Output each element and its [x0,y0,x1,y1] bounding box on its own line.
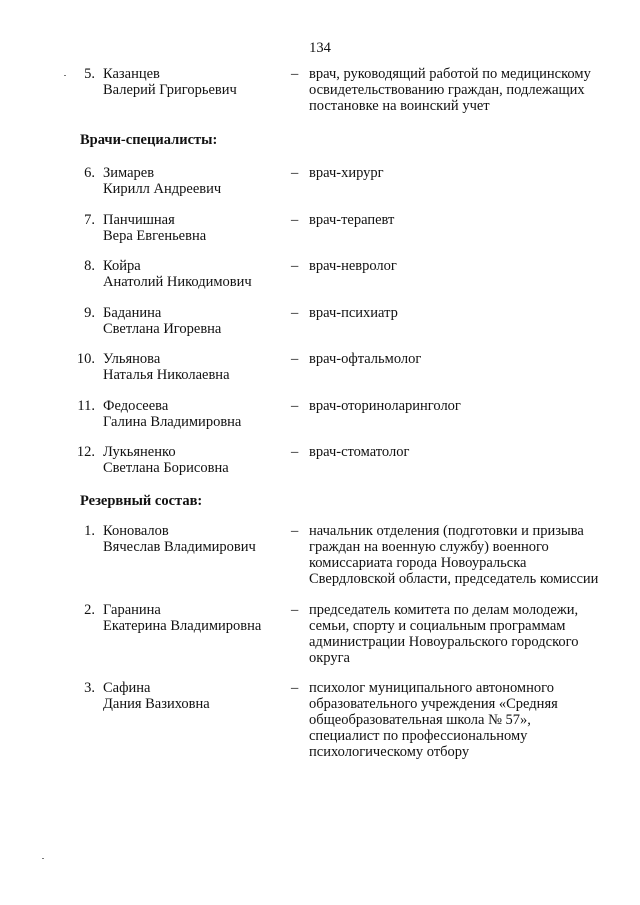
position [309,258,614,274]
scan-speck [64,75,66,76]
surname: Зимарев [103,165,155,181]
position-line: специалист по профессиональному [309,728,528,744]
position [309,444,614,460]
given-names: Светлана Игоревна [103,321,222,337]
entry-number: 2. [84,602,95,618]
person-name [103,398,283,430]
position-line: администрации Новоуральского городского [309,634,579,650]
dash: – [291,444,299,460]
position-line: врач-невролог [309,258,397,274]
person-name [103,258,283,290]
person-name [103,165,283,197]
person-name [103,351,283,383]
surname: Баданина [103,305,162,321]
entry-number: 6. [84,165,95,181]
given-names: Екатерина Владимировна [103,618,262,634]
surname: Гаранина [103,602,161,618]
given-names: Светлана Борисовна [103,460,229,476]
dash: – [291,165,299,181]
position [309,351,614,367]
entry-number: 10. [76,351,95,367]
position-line: начальник отделения (подготовки и призыва [309,523,584,539]
dash: – [291,523,299,539]
position [309,305,614,321]
given-names: Галина Владимировна [103,414,242,430]
position-line: врач-терапевт [309,212,395,228]
position [309,602,614,666]
person-name [103,444,283,476]
surname: Ульянова [103,351,161,367]
position-line: врач-оториноларинголог [309,398,461,414]
position [309,212,614,228]
position-line: психологическому отбору [309,744,470,760]
surname: Лукьяненко [103,444,176,460]
surname: Сафина [103,680,151,696]
surname: Коновалов [103,523,169,539]
dash: – [291,66,299,82]
entry-number: 1. [84,523,95,539]
entry-number: 7. [84,212,95,228]
surname: Койра [103,258,141,274]
position-line: врач-психиатр [309,305,398,321]
given-names: Дания Вазиховна [103,696,210,712]
person-name [103,680,283,712]
person-name [103,212,283,244]
person-name [103,305,283,337]
position [309,398,614,414]
entry-number: 8. [84,258,95,274]
given-names: Вячеслав Владимирович [103,539,256,555]
given-names: Кирилл Андреевич [103,181,222,197]
position-line: общеобразовательная школа № 57», [309,712,531,728]
position-line: врач-офтальмолог [309,351,422,367]
surname: Панчишная [103,212,175,228]
dash: – [291,305,299,321]
entry-number: 3. [84,680,95,696]
position-line: округа [309,650,350,666]
dash: – [291,602,299,618]
position-line: врач-стоматолог [309,444,410,460]
dash: – [291,351,299,367]
person-name [103,523,283,555]
section-heading-reserve: Резервный состав: [80,493,203,509]
dash: – [291,258,299,274]
surname: Федосеева [103,398,169,414]
entry-number: 5. [84,66,95,82]
dash: – [291,680,299,696]
position-line: врач-хирург [309,165,384,181]
dash: – [291,398,299,414]
page-number: 134 [309,40,331,56]
dash: – [291,212,299,228]
position-line: Свердловской области, председатель комиссии [309,571,599,587]
given-names: Наталья Николаевна [103,367,230,383]
entry-number: 11. [77,398,95,414]
given-names: Вера Евгеньевна [103,228,207,244]
person-name [103,66,283,98]
position [309,680,614,760]
position-line: граждан на военную службу) военного [309,539,549,555]
entry-number: 12. [76,444,95,460]
position-line: психолог муниципального автономного [309,680,554,696]
person-name [103,602,283,634]
position [309,66,614,114]
given-names: Анатолий Никодимович [103,274,252,290]
position-line: постановке на воинский учет [309,98,490,114]
position-line: образовательного учреждения «Средняя [309,696,558,712]
position-line: врач, руководящий работой по медицинскому [309,66,591,82]
section-heading-specialists: Врачи-специалисты: [80,132,218,148]
position [309,523,614,587]
scan-speck [42,858,44,859]
given-names: Валерий Григорьевич [103,82,237,98]
position-line: освидетельствованию граждан, подлежащих [309,82,585,98]
position-line: комиссариата города Новоуральска [309,555,527,571]
position-line: председатель комитета по делам молодежи, [309,602,579,618]
surname: Казанцев [103,66,160,82]
position [309,165,614,181]
entry-number: 9. [84,305,95,321]
position-line: семьи, спорту и социальным программам [309,618,566,634]
